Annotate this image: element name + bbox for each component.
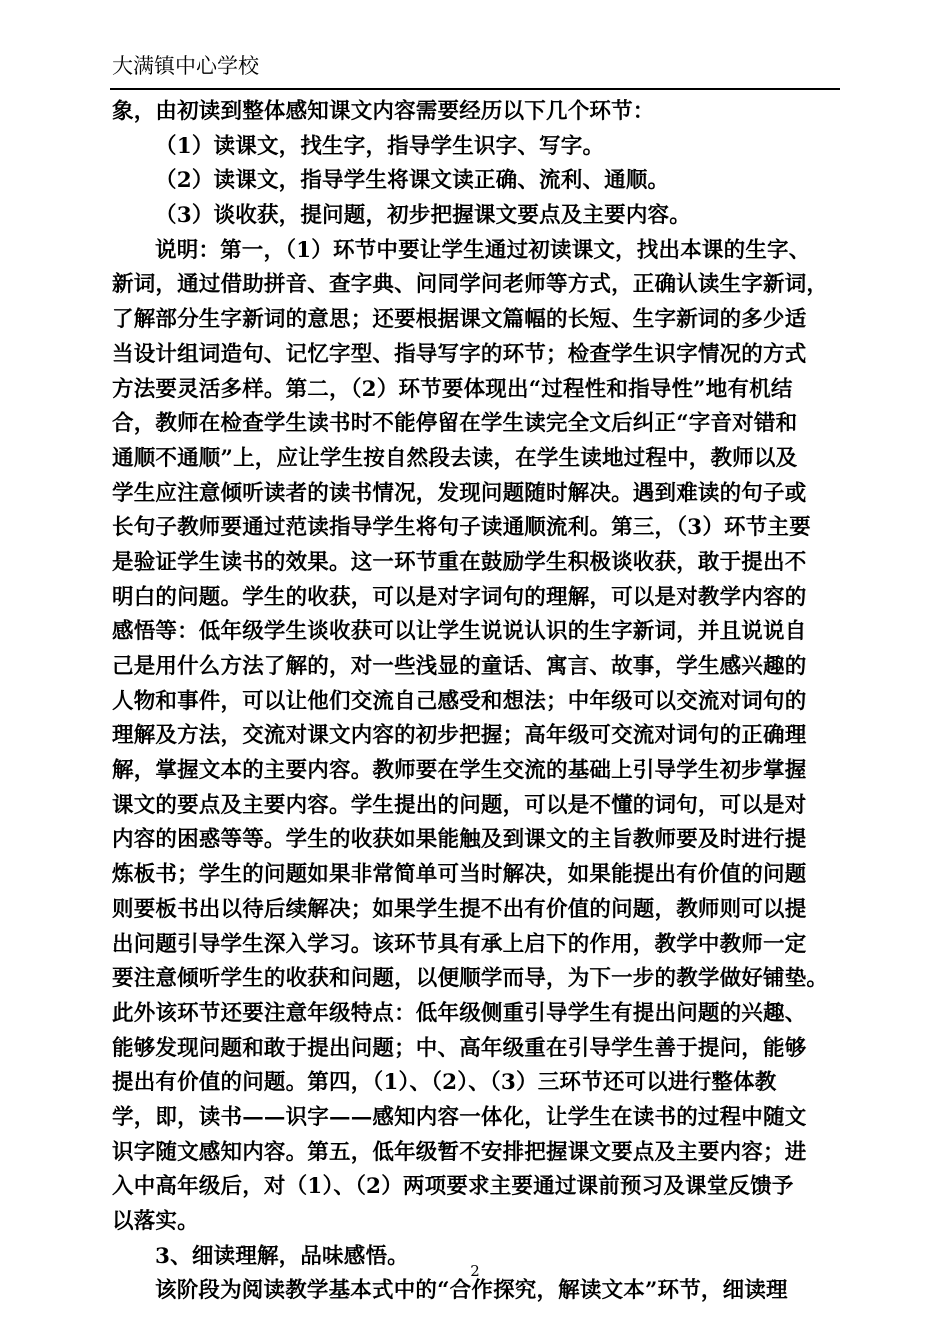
text-line: 该阶段为阅读教学基本式中的“合作探究，解读文本”环节，细读理: [155, 1278, 788, 1304]
text-line: 出问题引导学生深入学习。该环节具有承上启下的作用，教学中教师一定: [112, 931, 807, 957]
header-rule: [110, 88, 840, 90]
text-line: （1）读课文，找生字，指导学生识字、写字。: [155, 133, 605, 159]
text-line: 方法要灵活多样。第二，（2）环节要体现出“过程性和指导性”地有机结: [112, 376, 793, 402]
text-line: 感悟等：低年级学生谈收获可以让学生说说认识的生字新词，并且说说自: [112, 619, 807, 645]
text-line: （2）读课文，指导学生将课文读正确、流利、通顺。: [155, 168, 670, 194]
text-line: 学，即，读书——识字——感知内容一体化，让学生在读书的过程中随文: [112, 1104, 807, 1130]
text-line: 人物和事件，可以让他们交流自己感受和想法；中年级可以交流对词句的: [112, 688, 807, 714]
text-line: 解，掌握文本的主要内容。教师要在学生交流的基础上引导学生初步掌握: [112, 758, 807, 784]
school-header: 大满镇中心学校: [112, 54, 259, 78]
text-line: 则要板书出以待后续解决；如果学生提不出有价值的问题，教师则可以提: [112, 896, 807, 922]
text-line: 己是用什么方法了解的，对一些浅显的童话、寓言、故事，学生感兴趣的: [112, 654, 807, 679]
text-line: 提出有价值的问题。第四，（1）、（2）、（3）三环节还可以进行整体教: [112, 1070, 777, 1096]
page-number: 2: [470, 1262, 480, 1280]
text-line: 长句子教师要通过范读指导学生将句子读通顺流利。第三，（3）环节主要: [112, 515, 811, 541]
text-line: 内容的困惑等等。学生的收获如果能触及到课文的主旨教师要及时进行提: [112, 827, 807, 853]
text-line: 象，由初读到整体感知课文内容需要经历以下几个环节：: [112, 99, 655, 124]
text-line: 明白的问题。学生的收获，可以是对字词句的理解，可以是对教学内容的: [112, 584, 807, 610]
text-line: （3）谈收获，提问题，初步把握课文要点及主要内容。: [155, 203, 691, 229]
text-line: 了解部分生字新词的意思；还要根据课文篇幅的长短、生字新词的多少适: [112, 307, 807, 333]
document-body: [112, 95, 834, 1309]
text-line: 合，教师在检查学生读书时不能停留在学生读完全文后纠正“字音对错和: [112, 411, 798, 437]
text-line: 此外该环节还要注意年级特点：低年级侧重引导学生有提出问题的兴趣、: [112, 1000, 807, 1026]
text-line: 是验证学生读书的效果。这一环节重在鼓励学生积极谈收获，敢于提出不: [112, 549, 807, 575]
text-line: 学生应注意倾听读者的读书情况，发现问题随时解决。遇到难读的句子或: [112, 480, 807, 506]
section-heading: 3、细读理解，品味感悟。: [155, 1243, 409, 1269]
text-line: 通顺不通顺”上，应让学生按自然段去读，在学生读地过程中，教师以及: [112, 445, 798, 471]
text-line: 入中高年级后，对（1）、（2）两项要求主要通过课前预习及课堂反馈予: [112, 1174, 794, 1200]
text-line: 能够发现问题和敢于提出问题；中、高年级重在引导学生善于提问，能够: [112, 1035, 807, 1061]
text-line: 要注意倾听学生的收获和问题，以便顺学而导，为下一步的教学做好铺垫。: [112, 966, 829, 992]
text-line: 说明：第一，（1）环节中要让学生通过初读课文，找出本课的生字、: [155, 237, 811, 263]
text-line: 理解及方法，交流对课文内容的初步把握；高年级可交流对词句的正确理: [112, 723, 807, 749]
text-line: 识字随文感知内容。第五，低年级暂不安排把握课文要点及主要内容；进: [112, 1139, 807, 1165]
text-line: 新词，通过借助拼音、查字典、问同学问老师等方式，正确认读生字新词，: [112, 272, 829, 298]
text-line: 当设计组词造句、记忆字型、指导写字的环节；检查学生识字情况的方式: [112, 341, 807, 367]
text-line: 以落实。: [112, 1209, 199, 1234]
text-line: 课文的要点及主要内容。学生提出的问题，可以是不懂的词句，可以是对: [112, 792, 807, 818]
text-line: 炼板书；学生的问题如果非常简单可当时解决，如果能提出有价值的问题: [112, 862, 807, 888]
